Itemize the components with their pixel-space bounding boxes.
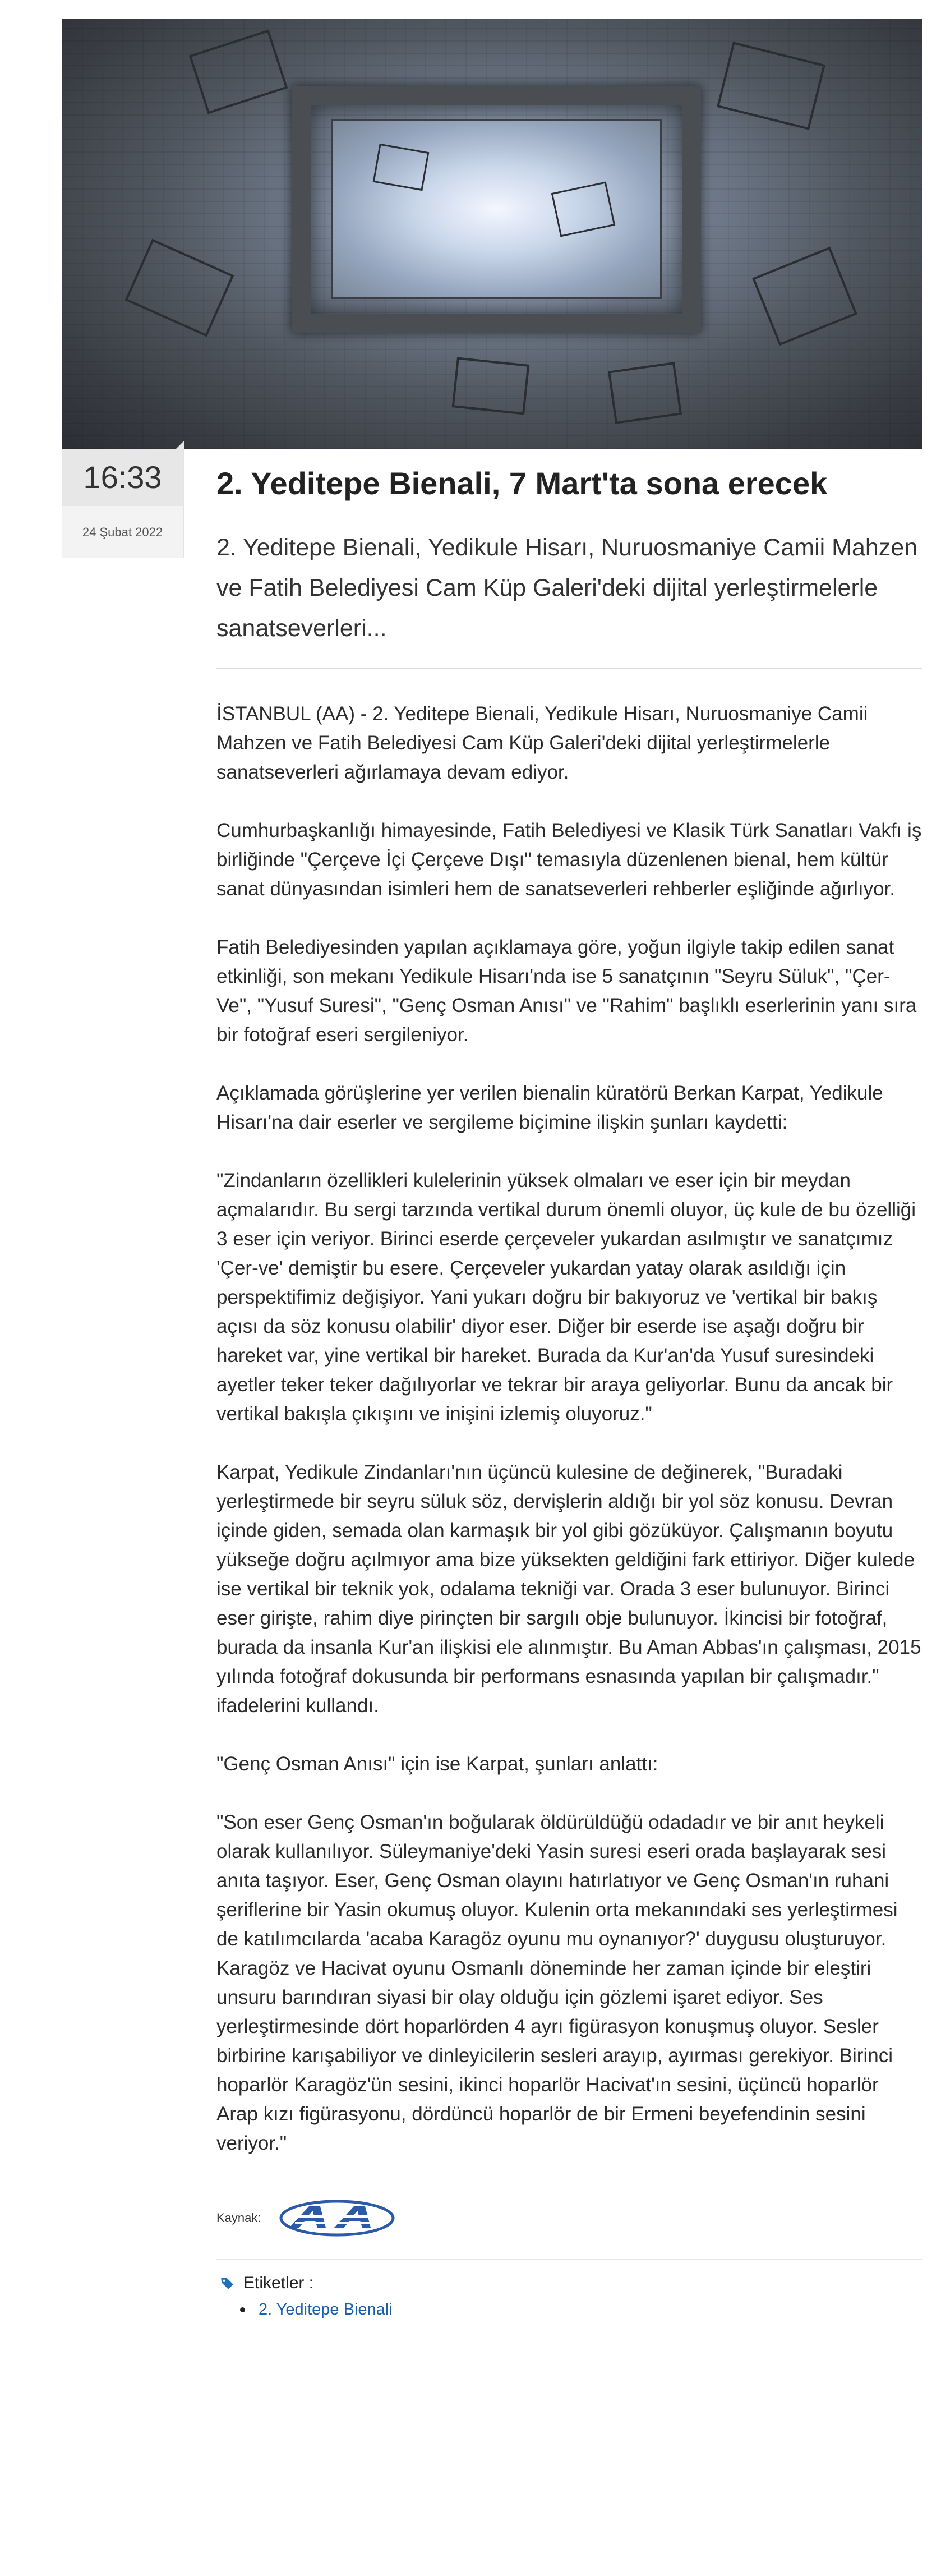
tags-label: Etiketler : — [243, 2274, 314, 2292]
article-hero-image — [62, 19, 922, 449]
article-body — [216, 700, 922, 2158]
article-paragraph: Açıklamada görüşlerine yer verilen bienalin küratörü Berkan Karpat, Yedikule Hisarı'na dair eserler ve sergileme biçimine ilişkin şunları kaydetti: — [216, 1082, 883, 1133]
article-content — [216, 449, 922, 2319]
tag-icon — [220, 2276, 234, 2290]
aa-logo[interactable] — [278, 2198, 396, 2238]
publish-time: 16:33 — [62, 449, 183, 506]
article-source — [216, 2187, 922, 2249]
article-paragraph: Fatih Belediyesinden yapılan açıklamaya göre, yoğun ilgiyle takip edilen sanat etkinliği, son mekanı Yedikule Hisarı'nda ise 5 sanatçının "Seyru Süluk", "Çer-Ve", "Yusuf Suresi", "Genç Osman Anısı" ve "Rahim" başlıklı eserlerinin yanı sıra bir fotoğraf eseri sergileniyor. — [216, 936, 917, 1046]
article-paragraph: "Zindanların özellikleri kulelerinin yüksek olmaları ve eser için bir meydan açmalarıdır. Bu sergi tarzında vertikal durum önemli oluyor, üç kule de bu özelliği 3 eser için veriyor. Birinci eserde çerçeveler yukardan asılmıştır ve sanatçımız 'Çer-ve' demiştir bu esere. Çerçeveler yukardan yatay olarak asıldığı için perspektifimiz değişiyor. Yani yukarı doğru bir bakıyoruz ve 'vertikal bir bakış açısı da söz konusu olabilir' diyor eser. Diğer bir eserde ise aşağı doğru bir hareket var, yine vertikal bir hareket. Burada da Kur'an'da Yusuf suresindeki ayetler teker teker dağılıyorlar ve tekrar bir araya geliyorlar. Bunu da ancak bir vertikal bakışla çıkışını ve inişini izlemiş oluyoruz." — [216, 1170, 916, 1425]
article-paragraph: Cumhurbaşkanlığı himayesinde, Fatih Belediyesi ve Klasik Türk Sanatları Vakfı iş birliğinde "Çerçeve İçi Çerçeve Dışı" temasıyla düzenlenen bienal, hem kültür sanat dünyasından isimleri hem de sanatseverleri rehberler eşliğinde ağırlıyor. — [216, 820, 922, 900]
tags-section — [216, 2259, 922, 2319]
article-paragraph: Karpat, Yedikule Zindanları'nın üçüncü kulesine de değinerek, "Buradaki yerleştirmede bir seyru süluk söz, dervişlerin aldığı bir yol söz konusu. Devran içinde giden, semada olan karmaşık bir yol gibi gözüküyor. Çalışmanın boyutu yükseğe doğru açılmıyor ama bize yüksekten geldiğini fark ettiriyor. Diğer kulede ise vertikal bir teknik yok, odalama tekniği var. Orada 3 eser bulunuyor. Birinci eser girişte, rahim diye pirinçten bir sargılı obje bulunuyor. İkincisi bir fotoğraf, burada da insanla Kur'an ilişkisi ele alınmıştır. Bu Aman Abbas'ın çalışması, 2015 yılında fotoğraf dokusunda bir performans esnasında yapılan bir çalışmadır." ifadelerini kullandı. — [216, 1461, 921, 1717]
bullet — [240, 2307, 245, 2312]
tag-item — [240, 2301, 922, 2319]
publish-datetime — [62, 449, 184, 558]
article-summary: 2. Yeditepe Bienali, Yedikule Hisarı, Nuruosmaniye Camii Mahzen ve Fatih Belediyesi Cam Küp Galeri'deki dijital yerleştirmelerle sanatseverleri... — [216, 527, 922, 669]
article-title: 2. Yeditepe Bienali, 7 Mart'ta sona erecek — [216, 466, 828, 501]
source-label: Kaynak: — [216, 2211, 261, 2225]
article-paragraph: "Genç Osman Anısı" için ise Karpat, şunları anlattı: — [216, 1753, 658, 1775]
article-paragraph: "Son eser Genç Osman'ın boğularak öldürüldüğü odadadır ve bir anıt heykeli olarak kullanılıyor. Süleymaniye'deki Yasin suresi eseri orada başlayarak sesi anıta taşıyor. Eser, Genç Osman olayını hatırlatıyor ve Genç Osman'ın ruhani şeriflerine bir Yasin okumuş oluyor. Kulenin orta mekanındaki ses yerleştirmesi de katılımcılarda 'acaba Karagöz oyunu mu oynanıyor?' duygusu oluşturuyor. Karagöz ve Hacivat oyunu Osmanlı döneminde her zaman içinde bir eleştiri unsuru barındıran siyasi bir olay olduğu için gözlemi işaret ediyor. Ses yerleştirmesinde dört hoparlörden 4 ayrı figürasyon konuşmuş oluyor. Sesler birbirine karışabiliyor ve dinleyicilerin sesleri arayıp, ayırması gerekiyor. Birinci hoparlör Karagöz'ün sesini, ikinci hoparlör Hacivat'ın sesini, üçüncü hoparlör Arap kızı figürasyonu, dördüncü hoparlör de bir Ermeni beyefendinin sesini veriyor." — [216, 1811, 898, 2154]
tags-list — [216, 2301, 922, 2319]
publish-date: 24 Şubat 2022 — [82, 525, 163, 539]
tag-link[interactable]: 2. Yeditepe Bienali — [259, 2301, 393, 2319]
article-paragraph: İSTANBUL (AA) - 2. Yeditepe Bienali, Yedikule Hisarı, Nuruosmaniye Camii Mahzen ve Fatih Belediyesi Cam Küp Galeri'deki dijital yerleştirmelerle sanatseverleri ağırlamaya devam ediyor. — [216, 703, 868, 783]
